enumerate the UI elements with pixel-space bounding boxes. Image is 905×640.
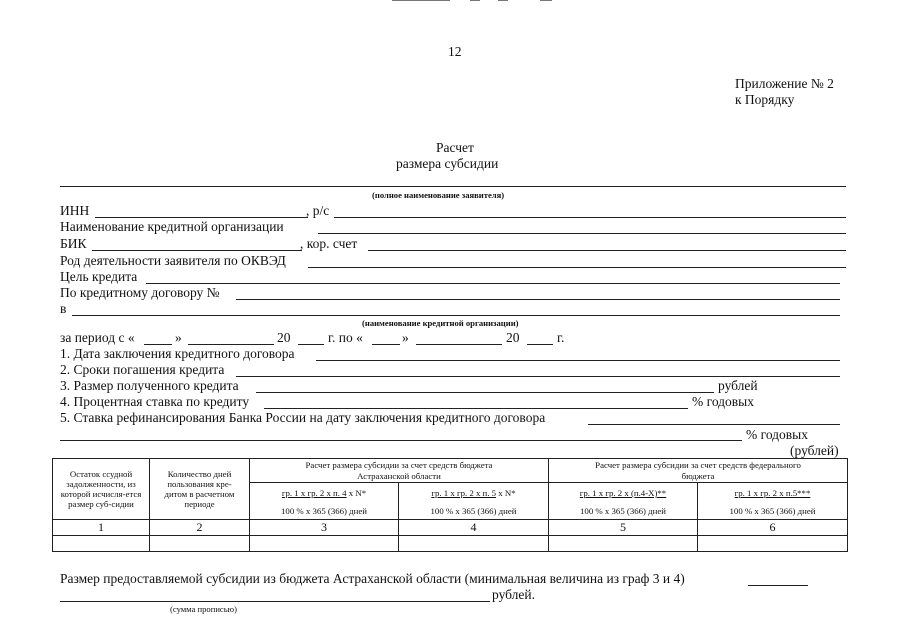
period-from-year[interactable] — [298, 344, 324, 345]
formula-col3-numerator: гр. 1 x гр. 2 x п. 4 — [281, 488, 347, 498]
item-5-label: 5. Ставка рефинансирования Банка России на дату заключения кредитного договора — [60, 410, 546, 425]
col2-header: Количество дней пользования кре-дитом в расчетном периоде — [150, 459, 250, 520]
formula-col4-multiplier: x N* — [496, 488, 516, 498]
column-number: 5 — [549, 520, 698, 536]
credit-org-label: Наименование кредитной организации — [60, 219, 284, 234]
item-2-field[interactable] — [236, 376, 840, 377]
formula-col4 — [399, 483, 549, 520]
credit-org-caption: (наименование кредитной организации) — [362, 318, 519, 328]
contract-field[interactable] — [236, 299, 840, 300]
item-1-label: 1. Дата заключения кредитного договора — [60, 346, 295, 361]
formula-col6-numerator: гр. 1 x гр. 2 x п.5*** — [734, 488, 811, 498]
applicant-caption: (полное наименование заявителя) — [372, 190, 505, 200]
item-5-field[interactable] — [588, 424, 840, 425]
item-3-label: 3. Размер полученного кредита — [60, 378, 239, 393]
in-field[interactable] — [72, 315, 840, 316]
period-quote-2: » — [402, 330, 409, 345]
scan-mark — [392, 0, 450, 1]
item-1-field[interactable] — [316, 360, 840, 361]
page-number: 12 — [448, 44, 462, 59]
document-subtitle: размера субсидии — [396, 156, 499, 171]
scan-mark — [498, 0, 508, 1]
federal-budget-header: Расчет размера субсидии за счет средств федерального бюджета — [549, 459, 848, 483]
purpose-field[interactable] — [146, 283, 840, 284]
column-number: 2 — [150, 520, 250, 536]
bik-field[interactable] — [92, 250, 302, 251]
table-cell-input[interactable] — [399, 536, 549, 552]
table-cell-input[interactable] — [698, 536, 848, 552]
inn-label: ИНН — [60, 203, 90, 218]
item-5-unit: % годовых — [746, 427, 808, 442]
period-to-year[interactable] — [527, 344, 553, 345]
table-cell-input[interactable] — [549, 536, 698, 552]
period-to-day[interactable] — [372, 344, 400, 345]
scan-mark — [470, 0, 480, 1]
table-cell-input[interactable] — [53, 536, 150, 552]
table-cell-input[interactable] — [250, 536, 399, 552]
table-cell-input[interactable] — [150, 536, 250, 552]
footer-subsidy-label: Размер предоставляемой субсидии из бюджета Астраханской области (минимальная величина из граф 3 и 4) — [60, 571, 685, 586]
item-5-field-continued[interactable] — [60, 440, 742, 441]
subsidy-table — [52, 458, 848, 552]
item-4-unit: % годовых — [692, 394, 754, 409]
appendix-title: Приложение № 2 — [735, 76, 834, 91]
period-from-label: за период с « — [60, 330, 135, 345]
formula-col3-denominator: 100 % x 365 (366) дней — [281, 506, 367, 516]
item-4-label: 4. Процентная ставка по кредиту — [60, 394, 250, 409]
kor-label: , кор. счет — [300, 236, 358, 251]
applicant-name-line[interactable] — [60, 186, 846, 187]
rs-field[interactable] — [334, 217, 846, 218]
subsidy-words-field[interactable] — [60, 601, 490, 602]
period-to-month[interactable] — [416, 344, 502, 345]
formula-col5 — [549, 483, 698, 520]
scan-mark — [540, 0, 552, 1]
appendix-subtitle: к Порядку — [735, 92, 795, 107]
period-year-prefix-1: 20 — [277, 330, 291, 345]
purpose-label: Цель кредита — [60, 269, 138, 284]
kor-field[interactable] — [368, 250, 846, 251]
inn-field[interactable] — [95, 217, 308, 218]
column-number: 3 — [250, 520, 399, 536]
column-number: 1 — [53, 520, 150, 536]
formula-col5-numerator: гр. 1 x гр. 2 x (п.4-X)** — [579, 488, 667, 498]
rubles-label: рублей. — [492, 587, 536, 602]
okved-field[interactable] — [308, 267, 846, 268]
contract-label: По кредитному договору № — [60, 285, 220, 300]
column-number: 6 — [698, 520, 848, 536]
bik-label: БИК — [60, 236, 87, 251]
item-4-field[interactable] — [264, 408, 688, 409]
period-from-month[interactable] — [188, 344, 274, 345]
col1-header: Остаток ссудной задолженности, из которой исчисля-ется размер суб-сидии — [53, 459, 150, 520]
period-to-label: г. по « — [328, 330, 363, 345]
document-title: Расчет — [436, 140, 474, 155]
regional-budget-header: Расчет размера субсидии за счет средств бюджета Астраханской области — [250, 459, 549, 483]
formula-col4-numerator: гр. 1 x гр. 2 x п. 5 — [431, 488, 497, 498]
formula-col6 — [698, 483, 848, 520]
credit-org-field[interactable] — [318, 233, 846, 234]
formula-col3 — [250, 483, 399, 520]
item-3-field[interactable] — [256, 392, 714, 393]
formula-col3-multiplier: x N* — [346, 488, 367, 498]
period-year-prefix-2: 20 — [506, 330, 520, 345]
rs-label: , р/с — [306, 203, 330, 218]
formula-col5-denominator: 100 % x 365 (366) дней — [580, 506, 666, 516]
okved-label: Род деятельности заявителя по ОКВЭД — [60, 253, 286, 268]
item-3-unit: рублей — [718, 378, 758, 393]
formula-col6-denominator: 100 % x 365 (366) дней — [729, 506, 816, 516]
column-number: 4 — [399, 520, 549, 536]
formula-col4-denominator: 100 % x 365 (366) дней — [430, 506, 517, 516]
in-label: в — [60, 301, 67, 316]
subsidy-amount-field[interactable] — [748, 585, 808, 586]
period-from-day[interactable] — [144, 344, 172, 345]
item-2-label: 2. Сроки погашения кредита — [60, 362, 225, 377]
amount-in-words-caption: (сумма прописью) — [170, 604, 237, 614]
period-g-label: г. — [557, 330, 565, 345]
table-unit: (рублей) — [790, 443, 839, 458]
period-quote-1: » — [175, 330, 182, 345]
